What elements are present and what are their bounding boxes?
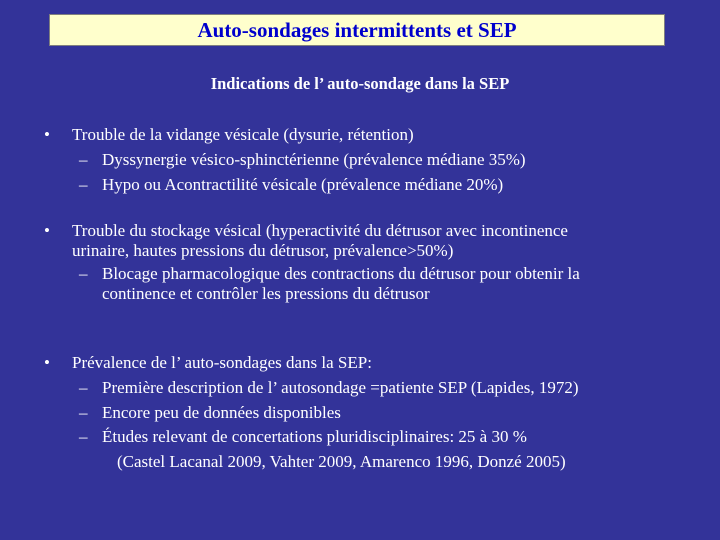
bullet-marker: • (44, 125, 50, 144)
sub-bullet-text: Blocage pharmacologique des contractions du détrusor pour obtenir la (102, 264, 580, 283)
dash-marker: – (79, 150, 88, 169)
sub-bullet-text: Encore peu de données disponibles (102, 403, 341, 422)
dash-marker: – (79, 264, 88, 283)
title-box (49, 14, 665, 46)
bullet-text: Prévalence de l’ auto-sondages dans la SEP: (72, 353, 372, 372)
sub-bullet-text: Dyssynergie vésico-sphinctérienne (prévalence médiane 35%) (102, 150, 526, 169)
dash-marker: – (79, 403, 88, 422)
bullet-text: Trouble de la vidange vésicale (dysurie, rétention) (72, 125, 414, 144)
bullet-text: Trouble du stockage vésical (hyperactivité du détrusor avec incontinence (72, 221, 568, 240)
bullet-marker: • (44, 221, 50, 240)
bullet-text-cont: urinaire, hautes pressions du détrusor, prévalence>50%) (72, 241, 454, 260)
slide-subtitle: Indications de l’ auto-sondage dans la SEP (210, 74, 510, 93)
dash-marker: – (79, 427, 88, 446)
sub-bullet-text: Hypo ou Acontractilité vésicale (prévalence médiane 20%) (102, 175, 504, 194)
reference-text: (Castel Lacanal 2009, Vahter 2009, Amarenco 1996, Donzé 2005) (117, 452, 566, 471)
sub-bullet-text: Première description de l’ autosondage =patiente SEP (Lapides, 1972) (102, 378, 579, 397)
sub-bullet-text: Études relevant de concertations pluridisciplinaires: 25 à 30 % (102, 427, 527, 446)
dash-marker: – (79, 175, 88, 194)
bullet-marker: • (44, 353, 50, 372)
dash-marker: – (79, 378, 88, 397)
sub-bullet-text-cont: continence et contrôler les pressions du détrusor (102, 284, 430, 303)
slide-title: Auto-sondages intermittents et SEP (197, 17, 517, 42)
